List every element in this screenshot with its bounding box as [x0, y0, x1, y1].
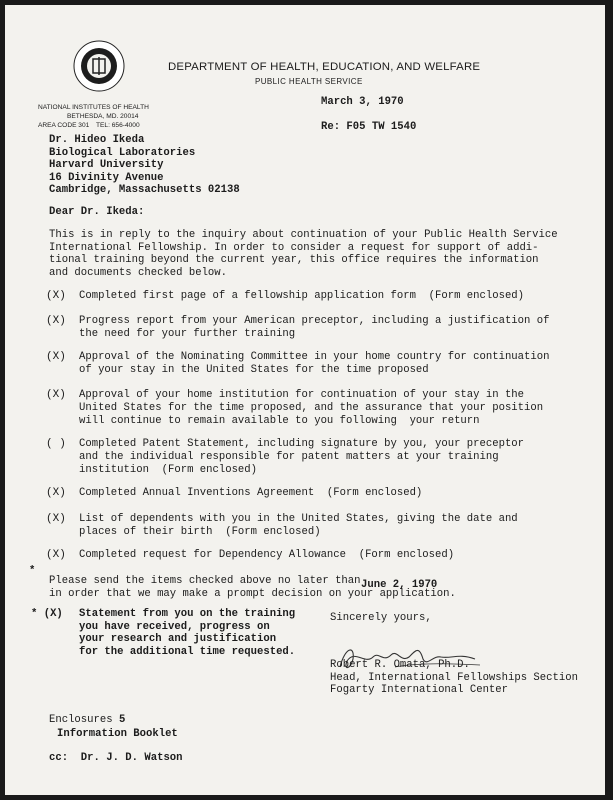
- telephone: TEL: 656-4000: [96, 122, 140, 129]
- sender-city: BETHESDA, MD. 20014: [67, 113, 139, 120]
- cc-line: cc: Dr. J. D. Watson: [49, 752, 183, 764]
- checklist-item: ( ) Completed Patent Statement, including signature by you, your preceptor and the individual responsible for patent matters at your training institution (Form enclosed): [46, 438, 525, 476]
- deadline-line-2: in order that we may make a prompt decision on your application.: [49, 588, 456, 600]
- asterisk-note: *: [29, 565, 36, 577]
- check-mark-icon: (X): [46, 389, 66, 401]
- intro-paragraph: This is in reply to the inquiry about continuation of your Public Health Service International Fellowship. In order to consider a request for support of addi- tional training beyond the current year, this office requires the information and documents checked below.: [49, 229, 558, 279]
- enclosures-label: Enclosures 5: [49, 714, 126, 726]
- enclosure-item: Information Booklet: [57, 728, 178, 740]
- checklist-item: (X) Completed first page of a fellowship application form (Form enclosed): [46, 290, 525, 302]
- check-mark-icon: (X): [46, 315, 66, 327]
- check-mark-icon: ( ): [46, 438, 66, 450]
- letter-page: [5, 5, 605, 795]
- salutation: Dear Dr. Ikeda:: [49, 206, 145, 218]
- hew-seal-icon: [73, 40, 125, 92]
- service-heading: PUBLIC HEALTH SERVICE: [255, 77, 363, 86]
- check-mark-icon: (X): [46, 549, 66, 561]
- department-heading: DEPARTMENT OF HEALTH, EDUCATION, AND WELFARE: [168, 61, 481, 73]
- check-mark-icon: (X): [46, 487, 66, 499]
- sender-institution: NATIONAL INSTITUTES OF HEALTH: [38, 104, 149, 111]
- check-mark-icon: (X): [46, 351, 66, 363]
- recipient-address: Dr. Hideo Ikeda Biological Laboratories Harvard University 16 Divinity Avenue Cambridge, Massachusetts 02138: [49, 134, 240, 197]
- check-mark-icon: (X): [46, 513, 66, 525]
- signer-block: Robert R. Omata, Ph.D. Head, International Fellowships Section Fogarty International Center: [330, 659, 578, 697]
- checklist-item: (X) Completed request for Dependency Allowance (Form enclosed): [46, 549, 455, 561]
- closing: Sincerely yours,: [330, 612, 432, 624]
- deadline-date: June 2, 1970: [361, 579, 438, 591]
- reference-number: Re: F05 TW 1540: [321, 121, 417, 133]
- deadline-line: Please send the items checked above no later than: [49, 575, 361, 587]
- checklist-item: (X) List of dependents with you in the United States, giving the date and places of their birth (Form enclosed): [46, 513, 518, 538]
- extra-item-mark: * (X): [31, 608, 63, 620]
- checklist-item: (X) Approval of your home institution for continuation of your stay in the United States for the time proposed, and the assurance that your position will continue to remain available to you following your return: [46, 389, 544, 427]
- letter-date: March 3, 1970: [321, 96, 404, 108]
- area-code: AREA CODE 301: [38, 122, 90, 129]
- extra-item-statement: Statement from you on the training you have received, progress on your research and justification for the additional time requested.: [79, 608, 296, 658]
- checklist-item: (X) Progress report from your American preceptor, including a justification of the need for your further training: [46, 315, 550, 340]
- checklist-item: (X) Completed Annual Inventions Agreement (Form enclosed): [46, 487, 423, 499]
- checklist-item: (X) Approval of the Nominating Committee in your home country for continuation of your stay in the United States for the time proposed: [46, 351, 550, 376]
- check-mark-icon: (X): [46, 290, 66, 302]
